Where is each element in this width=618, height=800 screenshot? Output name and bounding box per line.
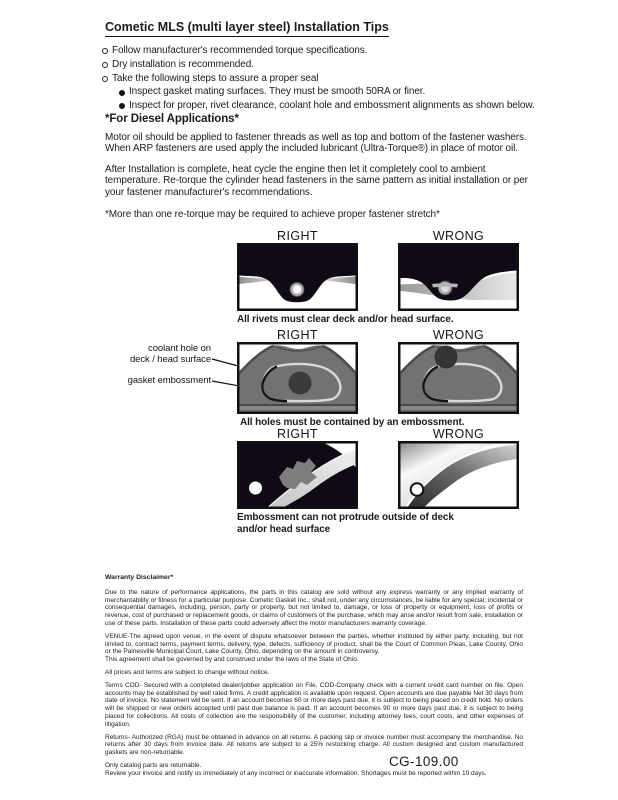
coolant-hole (435, 346, 458, 369)
deck-strip (240, 406, 356, 409)
circle-bullet-icon (102, 76, 108, 82)
legal-heading: Warranty Disclaimer* (105, 574, 174, 581)
diagram-caption (237, 512, 454, 535)
retorque-note: *More than one re-torque may be required to achieve proper fastener stretch* (105, 208, 440, 220)
bolt-hole (249, 482, 262, 495)
right-label: RIGHT (277, 427, 318, 441)
diagram-caption: All holes must be contained by an embossment. (240, 417, 465, 428)
legal-paragraph: This agreement shall be governed by and construed under the laws of the State of Ohio. (105, 656, 359, 664)
list-item (102, 58, 547, 72)
list-item (102, 99, 547, 113)
legal-section (105, 574, 523, 783)
legal-paragraph: Terms COD- Secured with a completed dealer/jobber application on File, COD-Company check with a current credit card number on file. Open accounts may be established by well rated firms. A credit application is available upon request. Open accounts are due payable Net 30 days from date of invoice. No statement will be sent. If an account becomes 60 or more days past due, it is subject to being placed on credit hold. No orders will be shipped or new orders accepted until past due balance is paid. If an account becomes 90 or more days past due, it is subject to being placed for collections. All costs of collection are the responsibility of the customer, including attorney fees, court costs, and other expenses of litigation. (105, 681, 523, 728)
coolant-hole-label (108, 343, 211, 365)
deck-line (240, 404, 356, 406)
legal-paragraph: Due to the nature of performance applications, the parts in this catalog are sold without any express warranty or any implied warranty of merchantability or fitness for a particular purpose. Cometic Gasket Inc., shall not, under any circumstances, be liable for any special, incidental or consequential damages, including, person, party or property, but not limited to, damage, or loss of property or equipment, loss of profits or revenue, cost of purchased or replacement goods, or claims of customers of the purchase, which may arise and/or result from sale, installation or use of these parts. Installation of these parts could adversely affect the motor manufacturers warranty coverage. (105, 588, 523, 627)
bullet-text: Follow manufacturer's recommended torque specifications. (112, 45, 368, 56)
bullet-text: Inspect gasket mating surfaces. They must be smooth 50RA or finer. (129, 86, 426, 98)
right-label: RIGHT (277, 229, 318, 243)
diagram-caption: All rivets must clear deck and/or head surface. (237, 314, 454, 325)
bullet-text: Dry installation is recommended. (112, 58, 254, 70)
caption-line1: Embossment can not protrude outside of deck (237, 512, 454, 523)
diesel-paragraph: Motor oil should be applied to fastener threads as well as top and bottom of the fastener washers. When ARP fasteners are used apply the included lubricant (Ultra-Torque®) in place of motor oil. (105, 131, 527, 155)
list-item (102, 85, 547, 99)
legal-paragraph: VENUE-The agreed upon venue, in the event of dispute whatsoever between the parties, whether instituted by either party, including, but not limited to, contract terms, payment terms, delivery, type, defects, sufficiency of product, shall be the Court of Common Pleas, Lake County, Ohio or the Painesville Municipal Court, Lake County, Ohio, depending on the amount in controversy. (105, 632, 523, 656)
tips-list (102, 44, 547, 113)
right-label: RIGHT (277, 328, 318, 342)
wrong-label: WRONG (432, 328, 485, 342)
circle-bullet-icon (102, 48, 108, 54)
rivet-center (293, 285, 301, 293)
list-item (102, 72, 547, 86)
dot-bullet-icon (119, 90, 125, 96)
page-title: Cometic MLS (multi layer steel) Installation Tips (105, 20, 389, 37)
rivet-right-diagram (237, 243, 358, 311)
diesel-section (105, 114, 537, 229)
deck-strip (401, 406, 517, 409)
embossment-wrong-diagram (398, 441, 519, 509)
dot-bullet-icon (119, 103, 125, 109)
list-item (102, 44, 547, 58)
legal-paragraph: Review your invoice and notify us immediately of any incorrect or inaccurate information. Shortages must be reported within 10 days. (105, 769, 487, 777)
coolant-hole-label-line1: coolant hole on (148, 343, 211, 354)
coolant-hole-wrong-diagram (398, 342, 519, 414)
caption-line2: and/or head surface (237, 523, 331, 535)
gasket-embossment-label: gasket embossment (127, 375, 211, 386)
coolant-hole-label-line2: deck / head surface (129, 354, 211, 365)
bolt-hole (411, 483, 424, 496)
bullet-text: Take the following steps to assure a proper seal (112, 72, 319, 84)
legal-paragraph: Returns- Authorized (RGA) must be obtained in advance on all returns. A packing slip or invoice number must accompany the merchandise. No returns after 30 days from invoice date. All returns are subject to a 25% restocking charge. All custom designed and custom manufactured gaskets are non-returnable. (105, 733, 523, 757)
wrong-label: WRONG (432, 427, 485, 441)
legal-paragraph: All prices and terms are subject to change without notice. (105, 668, 270, 676)
bullet-text: Inspect for proper, rivet clearance, coolant hole and embossment alignments as shown below. (129, 100, 535, 112)
coolant-hole-right-diagram (237, 342, 358, 414)
page-code: CG-109.00 (389, 754, 459, 769)
coolant-hole (289, 372, 312, 395)
circle-bullet-icon (102, 62, 108, 68)
diesel-heading: *For Diesel Applications* (105, 113, 239, 125)
rivet-wrong-diagram (398, 243, 519, 311)
embossment-right-diagram (237, 441, 358, 509)
legal-paragraph: Only catalog parts are returnable. (105, 761, 202, 769)
deck-line (401, 404, 517, 406)
wrong-label: WRONG (432, 229, 485, 243)
diesel-paragraph: After Installation is complete, heat cycle the engine then let it completely cool to ambient temperature. Re-torque the cylinder head fasteners in the same pattern as initial installation or per your fastener manufacturer's recommendations. (105, 163, 528, 198)
